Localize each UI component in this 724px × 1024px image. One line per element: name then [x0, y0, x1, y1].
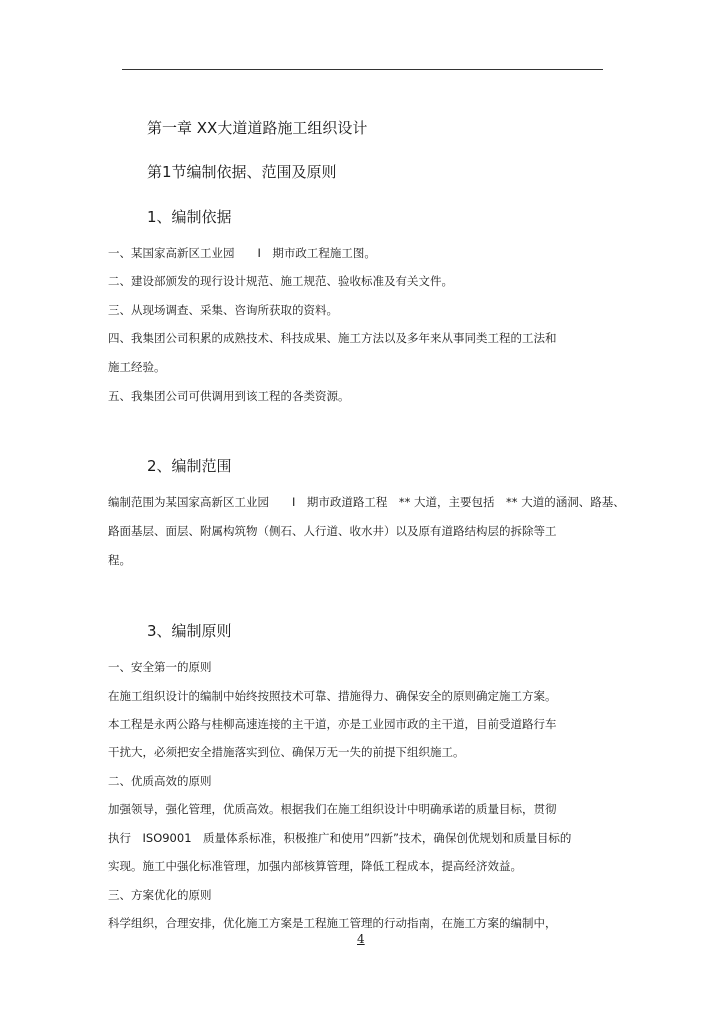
basis-line: 施工经验。: [108, 360, 166, 374]
principle-line: 科学组织，合理安排，优化施工方案是工程施工管理的行动指南，在施工方案的编制中，: [108, 916, 557, 930]
header-rule: [122, 69, 603, 70]
basis-line: 一、某国家高新区工业园 I 期市政工程施工图。: [108, 246, 376, 260]
heading-principles: 3、编制原则: [147, 622, 232, 640]
principle-line: 干扰大，必须把安全措施落实到位、确保万无一失的前提下组织施工。: [108, 745, 465, 759]
scope-line: 路面基层、面层、附属构筑物（侧石、人行道、收水井）以及原有道路结构层的拆除等工: [108, 524, 557, 538]
scope-line: 编制范围为某国家高新区工业园 I 期市政道路工程 ** 大道，主要包括 ** 大道的涵洞、路基、: [108, 495, 625, 509]
heading-basis: 1、编制依据: [147, 208, 232, 226]
principle-line: 实现。施工中强化标准管理，加强内部核算管理，降低工程成本，提高经济效益。: [108, 859, 522, 873]
scope-line: 程。: [108, 553, 131, 567]
principle-line: 三、方案优化的原则: [108, 888, 212, 902]
principle-line: 一、安全第一的原则: [108, 660, 212, 674]
chapter-title: 第一章 XX大道道路施工组织设计: [147, 119, 368, 137]
basis-line: 五、我集团公司可供调用到该工程的各类资源。: [108, 389, 350, 403]
basis-line: 三、从现场调查、采集、咨询所获取的资料。: [108, 303, 338, 317]
principle-line: 执行 ISO9001 质量体系标准，积极推广和使用”四新”技术，确保创优规划和质量目标的: [108, 831, 572, 845]
page-number: 4: [357, 932, 365, 946]
principle-line: 加强领导，强化管理，优质高效。根据我们在施工组织设计中明确承诺的质量目标，贯彻: [108, 802, 557, 816]
basis-line: 二、建设部颁发的现行设计规范、施工规范、验收标准及有关文件。: [108, 274, 453, 288]
heading-scope: 2、编制范围: [147, 457, 232, 475]
basis-line: 四、我集团公司积累的成熟技术、科技成果、施工方法以及多年来从事同类工程的工法和: [108, 331, 557, 345]
principle-line: 二、优质高效的原则: [108, 774, 212, 788]
section-title: 第1节编制依据、范围及原则: [147, 163, 337, 181]
principle-line: 在施工组织设计的编制中始终按照技术可靠、措施得力、确保安全的原则确定施工方案。: [108, 689, 557, 703]
principle-line: 本工程是永两公路与桂柳高速连接的主干道，亦是工业园市政的主干道，目前受道路行车: [108, 717, 557, 731]
